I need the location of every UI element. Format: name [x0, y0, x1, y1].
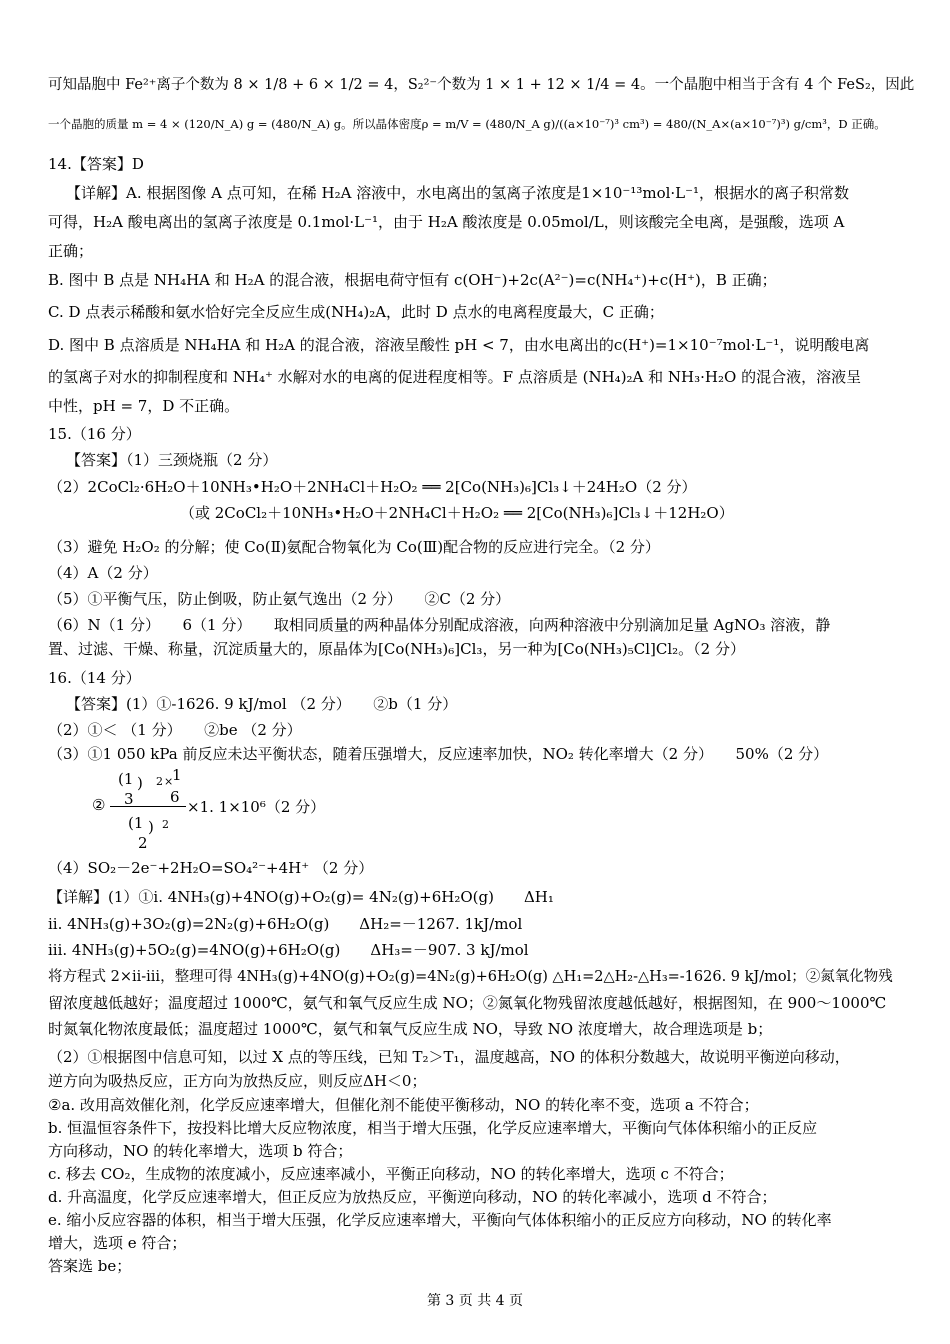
- text-line: B. 图中 B 点是 NH₄HA 和 H₂A 的混合液，根据电荷守恒有 c(OH⁻)+2c(A²⁻)=c(NH₄⁺)+c(H⁺)，B 正确；: [48, 271, 777, 289]
- text-line: （4）A（2 分）: [48, 564, 158, 582]
- text-line: 一个晶胞的质量 m = 4 × (120/N_A) g = (480/N_A) g。所以晶体密度ρ = m/V = (480/N_A g)/((a×10⁻⁷)³ cm³) = 480/(N_A×(a×10⁻⁷)³) g/cm³，D 正确。: [48, 117, 886, 131]
- text-line: c. 移去 CO₂，生成物的浓度减小，反应速率减小，平衡正向移动，NO 的转化率增大，选项 c 不符合；: [48, 1165, 734, 1183]
- question-heading: 16.（14 分）: [48, 669, 141, 687]
- formula-part: 2: [162, 818, 169, 831]
- text-line: 可得，H₂A 酸电离出的氢离子浓度是 0.1mol·L⁻¹，由于 H₂A 酸浓度是 0.05mol/L，则该酸完全电离，是强酸，选项 A: [48, 213, 845, 231]
- text-line: 置、过滤、干燥、称量，沉淀质量大的，原晶体为[Co(NH₃)₆]Cl₃，另一种为[Co(NH₃)₅Cl]Cl₂。（2 分）: [48, 640, 745, 658]
- formula-part: (1: [128, 814, 144, 832]
- text-line: d. 升高温度，化学反应速率增大，但正反应为放热反应，平衡逆向移动，NO 的转化率减小，选项 d 不符合；: [48, 1188, 777, 1206]
- text-line: （或 2CoCl₂＋10NH₃•H₂O＋2NH₄Cl＋H₂O₂ ══ 2[Co(NH₃)₆]Cl₃↓＋12H₂O）: [180, 504, 734, 522]
- formula-part: ×: [164, 775, 174, 788]
- formula-part: (1: [118, 770, 134, 788]
- text-line: （5）①平衡气压，防止倒吸，防止氨气逸出（2 分） ②C（2 分）: [48, 590, 511, 608]
- text-line: 【详解】(1）①i. 4NH₃(g)+4NO(g)+O₂(g)= 4N₂(g)+6H₂O(g) ΔH₁: [48, 888, 554, 906]
- text-line: （2）2CoCl₂·6H₂O＋10NH₃•H₂O＋2NH₄Cl＋H₂O₂ ══ 2[Co(NH₃)₆]Cl₃↓＋24H₂O（2 分）: [48, 478, 697, 496]
- text-line: D. 图中 B 点溶质是 NH₄HA 和 H₂A 的混合液，溶液呈酸性 pH < 7，由水电离出的c(H⁺)=1×10⁻⁷mol·L⁻¹，说明酸电离: [48, 336, 870, 354]
- text-line: 增大，选项 e 符合；: [48, 1234, 187, 1252]
- question-heading: 15.（16 分）: [48, 425, 141, 443]
- formula-part: 3: [124, 790, 134, 808]
- answer-heading: 14.【答案】D: [48, 155, 144, 173]
- text-line: 答案选 be；: [48, 1257, 132, 1275]
- text-line: 可知晶胞中 Fe²⁺离子个数为 8 × 1/8 + 6 × 1/2 = 4，S₂²⁻个数为 1 × 1 + 12 × 1/4 = 4。一个晶胞中相当于含有 4 个 FeS₂，因此: [48, 77, 915, 93]
- text-line: e. 缩小反应容器的体积，相当于增大压强，化学反应速率增大，平衡向气体体积缩小的正反应方向移动，NO 的转化率: [48, 1211, 832, 1229]
- text-line: 正确；: [48, 242, 94, 260]
- text-line: 的氢离子对水的抑制程度和 NH₄⁺ 水解对水的电离的促进程度相等。F 点溶质是 (NH₄)₂A 和 NH₃·H₂O 的混合液，溶液呈: [48, 368, 862, 386]
- text-line: 时氮氧化物浓度最低；温度超过 1000℃，氨气和氧气反应生成 NO，导致 NO 浓度增大，故合理选项是 b；: [48, 1020, 773, 1038]
- text-line: 方向移动，NO 的转化率增大，选项 b 符合；: [48, 1142, 353, 1160]
- formula-part: ): [137, 774, 143, 792]
- formula-part: 1: [172, 766, 182, 784]
- text-line: 【答案】（1）三颈烧瓶（2 分）: [66, 451, 278, 469]
- page-footer: 第 3 页 共 4 页: [426, 1293, 524, 1309]
- text-line: b. 恒温恒容条件下，按投料比增大反应物浓度，相当于增大压强，化学反应速率增大，平衡向气体体积缩小的正反应: [48, 1119, 818, 1137]
- text-line: （6）N（1 分） 6（1 分） 取相同质量的两种晶体分别配成溶液，向两种溶液中分别滴加足量 AgNO₃ 溶液，静: [48, 616, 831, 634]
- formula-part: ②: [92, 796, 106, 814]
- text-line: iii. 4NH₃(g)+5O₂(g)=4NO(g)+6H₂O(g) ΔH₃=－907. 3 kJ/mol: [48, 941, 529, 959]
- text-line: （3）避免 H₂O₂ 的分解；使 Co(Ⅱ)氨配合物氧化为 Co(Ⅲ)配合物的反应进行完全。（2 分）: [48, 538, 660, 556]
- text-line: C. D 点表示稀酸和氨水恰好完全反应生成(NH₄)₂A，此时 D 点水的电离程度最大，C 正确；: [48, 303, 664, 321]
- fraction-bar: [110, 806, 186, 807]
- text-line: 【答案】(1）①-1626. 9 kJ/mol （2 分） ②b（1 分）: [66, 695, 458, 713]
- text-line: 逆方向为吸热反应，正方向为放热反应，则反应ΔH＜0；: [48, 1072, 427, 1090]
- text-line: （2）①＜ （1 分） ②be （2 分）: [48, 721, 302, 739]
- text-line: 【详解】A. 根据图像 A 点可知，在稀 H₂A 溶液中，水电离出的氢离子浓度是1×10⁻¹³mol·L⁻¹，根据水的离子积常数: [66, 184, 850, 202]
- formula-part: ): [148, 818, 154, 836]
- text-line: ②a. 改用高效催化剂，化学反应速率增大，但催化剂不能使平衡移动，NO 的转化率不变，选项 a 不符合；: [48, 1096, 759, 1114]
- text-line: （3）①1 050 kPa 前反应未达平衡状态，随着压强增大，反应速率加快，NO₂ 转化率增大（2 分） 50%（2 分）: [48, 745, 829, 763]
- formula-part: ×1. 1×10⁶（2 分）: [187, 798, 326, 816]
- text-line: 留浓度越低越好；温度超过 1000℃，氨气和氧气反应生成 NO；②氮氧化物残留浓度越低越好，根据图知，在 900～1000℃: [48, 994, 887, 1012]
- formula-part: 2: [138, 834, 148, 852]
- text-line: （2）①根据图中信息可知，以过 X 点的等压线，已知 T₂＞T₁，温度越高，NO 的体积分数越大，故说明平衡逆向移动，: [48, 1048, 850, 1066]
- text-line: 将方程式 2×ii-iii，整理可得 4NH₃(g)+4NO(g)+O₂(g)=4N₂(g)+6H₂O(g) △H₁=2△H₂-△H₃=-1626. 9 kJ/mol；②氮氧化物残: [48, 969, 893, 985]
- text-line: ii. 4NH₃(g)+3O₂(g)=2N₂(g)+6H₂O(g) ΔH₂=－1267. 1kJ/mol: [48, 915, 523, 933]
- text-line: 中性，pH = 7，D 不正确。: [48, 397, 240, 415]
- formula-part: 6: [170, 788, 180, 806]
- formula-part: 2: [156, 775, 163, 788]
- text-line: （4）SO₂－2e⁻+2H₂O=SO₄²⁻+4H⁺ （2 分）: [48, 859, 374, 877]
